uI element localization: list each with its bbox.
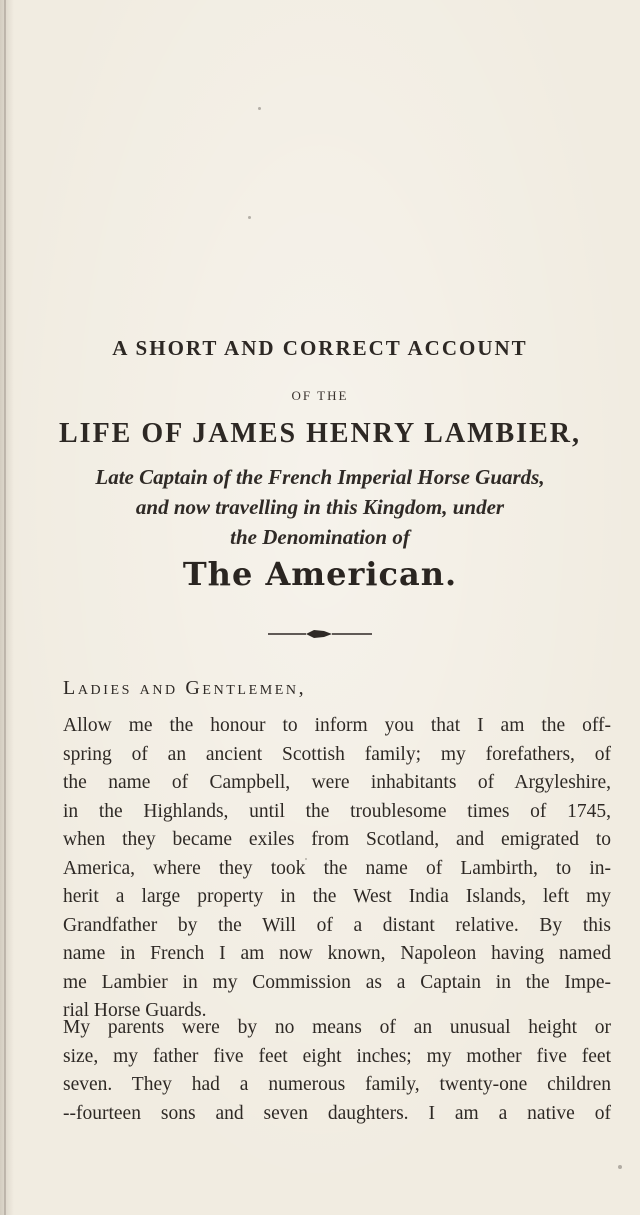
paragraph-2	[63, 1014, 611, 1128]
title-line-2: OF THE	[291, 388, 349, 403]
text-line: seven. They had a numerous family, twenty-one children	[63, 1074, 611, 1095]
subtitle-line-3: the Denomination of	[230, 525, 410, 549]
ornament-divider-icon	[268, 628, 372, 640]
text-line: Allow me the honour to inform you that I am the off-	[63, 715, 611, 736]
text-line: the name of Campbell, were inhabitants of Argyleshire,	[63, 772, 611, 793]
text-line: size, my father five feet eight inches; my mother five feet	[63, 1045, 611, 1067]
paper-speck	[618, 1165, 622, 1169]
text-line: Grandfather by the Will of a distant relative. By this	[63, 914, 611, 936]
text-line: herit a large property in the West India Islands, left my	[63, 886, 611, 907]
paragraph-1	[63, 712, 611, 1026]
text-line: spring of an ancient Scottish family; my forefathers, of	[63, 743, 611, 765]
title-line-1: A SHORT AND CORRECT ACCOUNT	[112, 336, 528, 360]
subtitle-line-1: Late Captain of the French Imperial Horse Guards,	[95, 465, 545, 489]
text-line: name in French I am now known, Napoleon having named	[63, 943, 611, 964]
text-line: rial Horse Guards.	[63, 1000, 207, 1021]
subtitle-line-2: and now travelling in this Kingdom, under	[135, 495, 505, 519]
title-line-4: The American.	[182, 555, 458, 593]
paper-speck	[248, 216, 251, 219]
text-line: America, where they took the name of Lambirth, to in-	[63, 857, 611, 879]
title-line-3: LIFE OF JAMES HENRY LAMBIER,	[59, 418, 581, 449]
text-line: in the Highlands, until the troublesome times of 1745,	[63, 800, 611, 822]
paper-speck	[258, 107, 261, 110]
text-line: when they became exiles from Scotland, and emigrated to	[63, 829, 611, 850]
salutation: Ladies and Gentlemen,	[63, 677, 307, 699]
page-gutter	[4, 0, 6, 1215]
text-line: My parents were by no means of an unusual height or	[63, 1017, 611, 1038]
text-line: --fourteen sons and seven daughters. I am a native of	[63, 1102, 611, 1124]
text-line: me Lambier in my Commission as a Captain in the Impe-	[63, 971, 611, 993]
